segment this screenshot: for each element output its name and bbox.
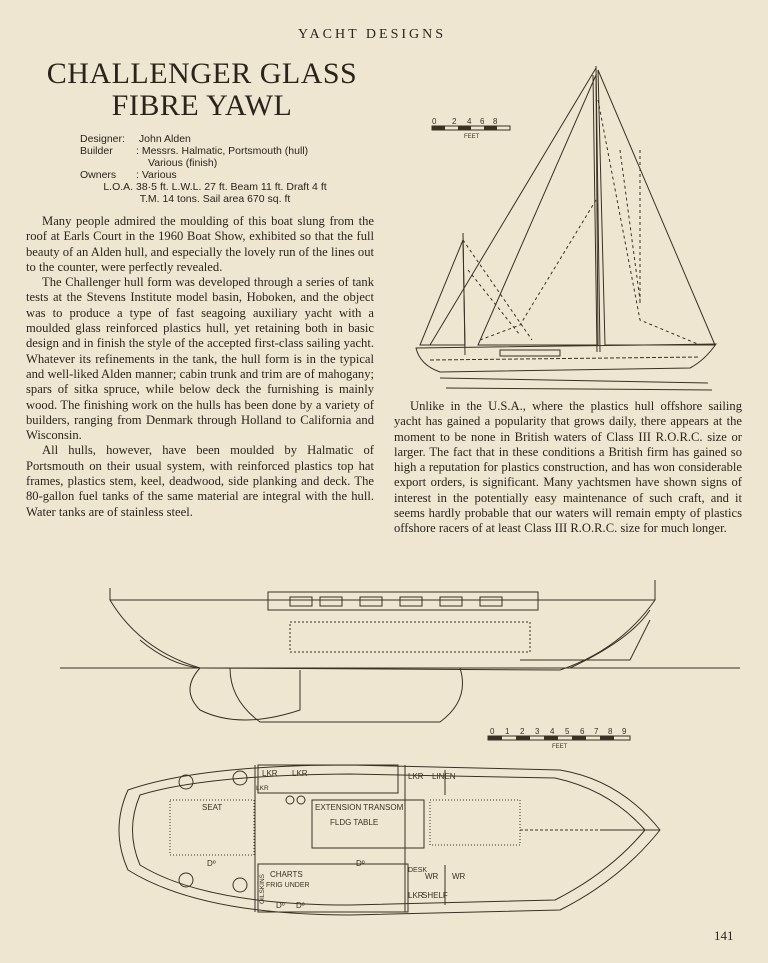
plan-label-ditto: Dº <box>207 859 216 868</box>
stove-burner-icon <box>297 796 305 804</box>
scale-tick: 9 <box>622 727 627 736</box>
winch-icon <box>179 873 193 887</box>
builder-label: Builder <box>80 145 113 157</box>
winch-icon <box>233 771 247 785</box>
plan-label-desk: DESK <box>408 867 428 874</box>
scale-unit: FEET <box>552 744 568 750</box>
plan-label-folding-table: FLDG TABLE <box>330 818 379 827</box>
mizzen-sail <box>420 240 465 345</box>
scale-tick: 3 <box>535 727 540 736</box>
winch-icon <box>179 775 193 789</box>
plan-label-charts: CHARTS <box>270 870 303 879</box>
scale-tick: 5 <box>565 727 570 736</box>
scale-tick: 8 <box>608 727 613 736</box>
rudder <box>190 668 300 720</box>
scale-tick: 0 <box>490 727 495 736</box>
plan-label-extension-transom: EXTENSION TRANSOM <box>315 803 404 812</box>
keel <box>230 668 463 722</box>
paragraph: All hulls, however, have been moulded by Halmatic of Portsmouth on their usual system, with reinforced plastics top hat frames, plastics stem, keel, deadwood, side planking and deck. The 80-gallon fuel tanks of the same material are integral with the hull. Water tanks are of stainless steel. <box>26 443 374 519</box>
plan-label-lkr: LKR <box>262 769 278 778</box>
mainsail <box>478 75 598 345</box>
scale-unit: FEET <box>464 134 480 140</box>
dimensions-line-2: T.M. 14 tons. Sail area 670 sq. ft <box>139 193 291 205</box>
plan-label-frig-under: FRIG UNDER <box>266 882 310 889</box>
plan-label-ditto: Dº <box>296 901 305 910</box>
owners-value: : Various <box>136 169 177 181</box>
body-column-left <box>26 214 374 520</box>
designer-label: Designer: <box>80 133 125 145</box>
scale-tick: 6 <box>580 727 585 736</box>
plan-label-ditto: Dº <box>356 859 365 868</box>
plan-label-lkr: LKR <box>292 769 308 778</box>
scale-tick: 2 <box>520 727 525 736</box>
scale-tick: 7 <box>594 727 599 736</box>
designer-value: John Alden <box>138 133 191 145</box>
running-header: YACHT DESIGNS <box>298 27 447 42</box>
dimensions-line-1: L.O.A. 38·5 ft. L.W.L. 27 ft. Beam 11 ft. Draft 4 ft <box>103 181 327 193</box>
owners-label: Owners <box>80 169 117 181</box>
paragraph: Many people admired the moulding of this boat slung from the roof at Earls Court in the 1960 Boat Show, exhibited so that the full beauty of an Alden hull, and especially the lovely run of the lines out to the counter, were perfectly revealed. <box>26 214 374 274</box>
mizzen-mast <box>463 233 465 355</box>
main-mast <box>596 66 600 352</box>
scale-tick: 6 <box>480 117 485 126</box>
paragraph: Unlike in the U.S.A., where the plastics hull offshore sailing yacht has gained a popularity that grows daily, there appears at the moment to be none in British waters of Class III R.O.R.C. size or larger. The fact that in these conditions a British firm has gained so high a reputation for plastics construction, and has won considerable export orders, is significant. Many yachtsmen have shown signs of interest in the potentially easy maintenance of such craft, and it seems hardly probable that our waters will remain empty of plastics offshore racers of at least Class III R.O.R.C. size for much longer. <box>394 399 742 536</box>
builder-value-2: Various (finish) <box>148 157 218 169</box>
plan-label-linen: LINEN <box>432 772 456 781</box>
plan-label-lkr: LKR <box>408 772 424 781</box>
plan-label-oilskins: OILSKINS <box>259 874 266 904</box>
plan-label-seat: SEAT <box>202 803 223 812</box>
paragraph: The Challenger hull form was developed through a series of tank tests at the Stevens Institute model basin, Hoboken, and the object was to produce a type of fast seagoing auxiliary yacht with a moulded glass reinforced plastics hull, yet retaining both in basic design and in finish the style of the accepted first-class sailing yacht. Whatever its refinements in the tank, the hull form is in the typical and well-liked Alden manner; cabin trunk and trim are of mahogany; spars of sitka spruce, while below deck the furnishing is mainly wood. The finishing work on the hulls has been done by a variety of builders, ranging from Denmark through Holland to California and Wisconsin. <box>26 275 374 443</box>
plan-label-lkr: LKR <box>256 785 269 792</box>
plan-label-wr: WR <box>452 872 466 881</box>
title-line-2: FIBRE YAWL <box>111 89 293 122</box>
plan-label-lkr: LKR <box>408 891 424 900</box>
scale-tick: 1 <box>505 727 510 736</box>
profile-hull <box>110 600 655 670</box>
scale-tick: 0 <box>432 117 437 126</box>
deck-outline <box>119 765 660 915</box>
scale-tick: 4 <box>550 727 555 736</box>
plan-label-shelf: SHELF <box>422 891 448 900</box>
scale-bar-top <box>432 117 510 140</box>
dimensions <box>40 181 390 205</box>
body-column-right <box>394 399 742 537</box>
builder-value: : Messrs. Halmatic, Portsmouth (hull) <box>136 145 309 157</box>
page-number: 141 <box>714 928 734 943</box>
cabin-trunk <box>268 592 538 610</box>
headsail <box>598 70 715 345</box>
hull-profile <box>416 344 716 372</box>
spec-block <box>80 133 380 181</box>
stove-burner-icon <box>286 796 294 804</box>
scale-tick: 8 <box>493 117 498 126</box>
scale-tick: 4 <box>467 117 472 126</box>
plan-label-wr: WR <box>425 872 439 881</box>
title-line-1: CHALLENGER GLASS <box>46 57 358 90</box>
scale-tick: 2 <box>452 117 457 126</box>
plan-label-ditto: Dº <box>276 901 285 910</box>
article-title <box>22 58 382 122</box>
winch-icon <box>233 878 247 892</box>
